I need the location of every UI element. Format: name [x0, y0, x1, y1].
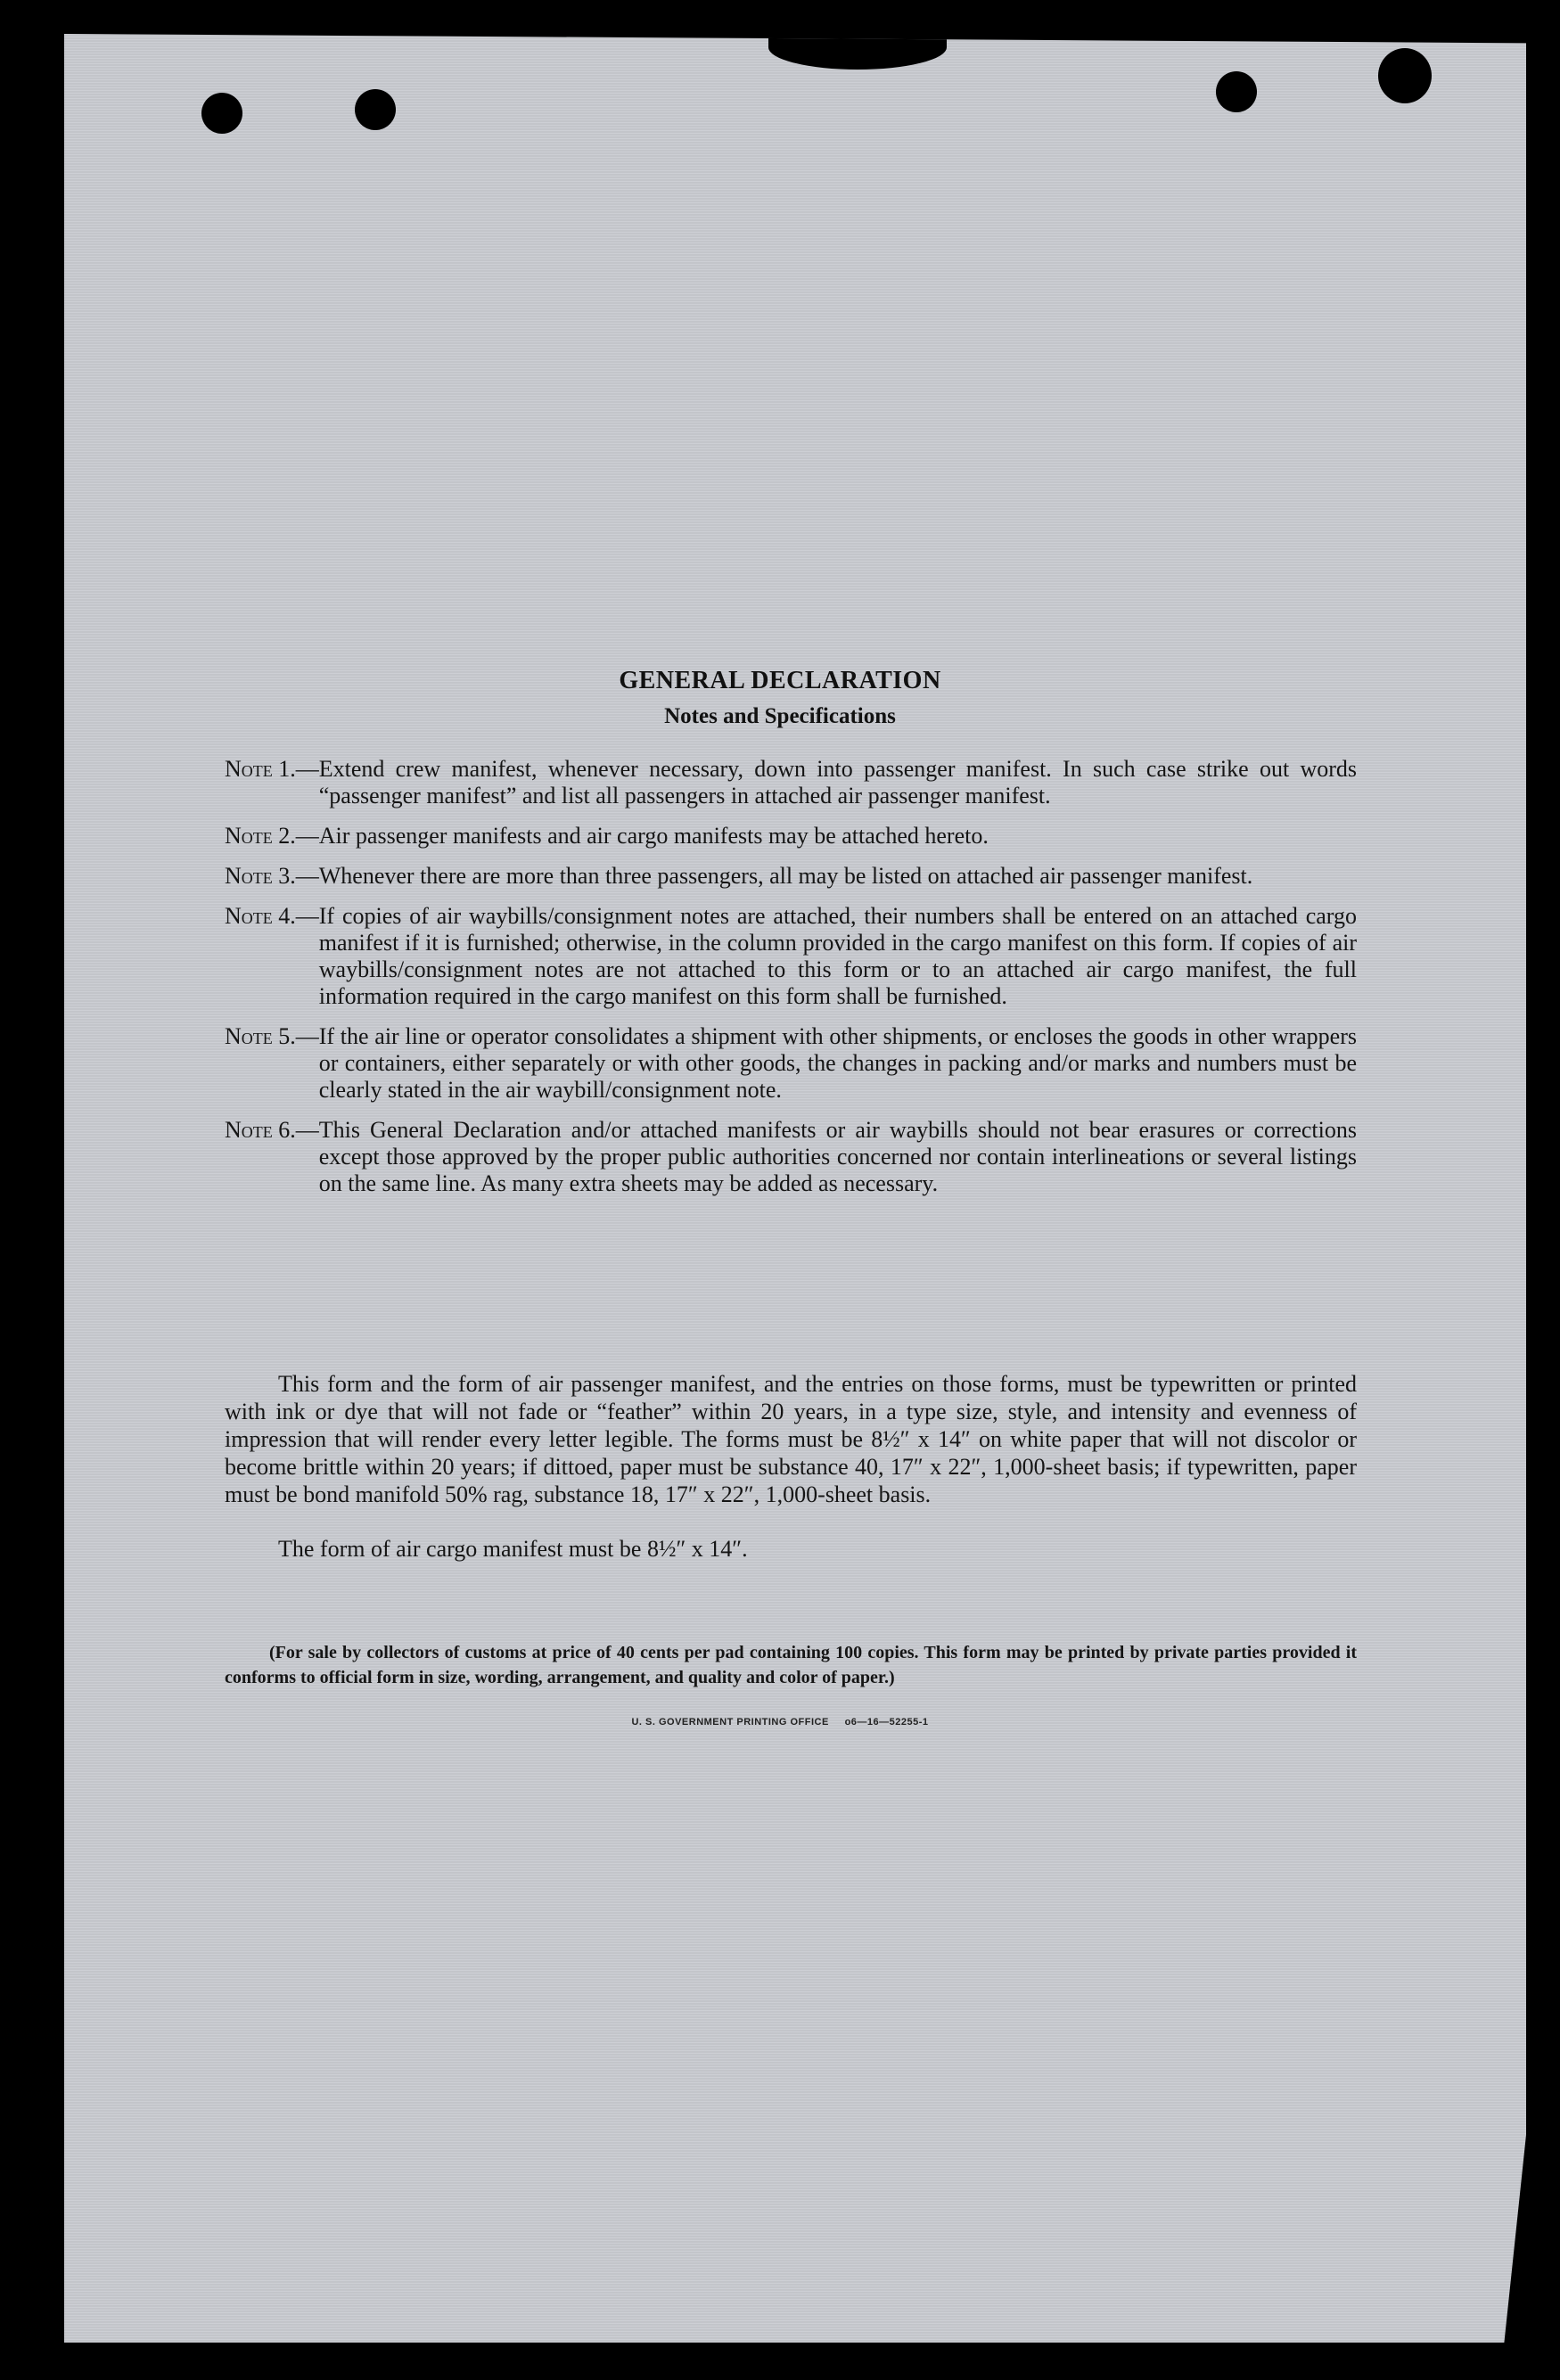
note-item: Note 1. — Extend crew manifest, whenever necessary, down into passenger manifest. In such case strike out words “passenger manifest” and list all passengers in attached air passenger manifest. [225, 756, 1357, 808]
note-label: Note 3. [225, 863, 296, 889]
note-label: Note 2. [225, 823, 296, 849]
notes-list [225, 756, 1357, 1211]
document-title: GENERAL DECLARATION [619, 667, 941, 694]
document-subtitle: Notes and Specifications [664, 704, 896, 728]
note-label: Note 1. [225, 756, 296, 782]
note-item: Note 5. — If the air line or operator consolidates a shipment with other shipments, or encloses the goods in other wrappers or containers, either separately or with other goods, the changes in packing and/or marks and numbers must be clearly stated in the air waybill/consignment note. [225, 1023, 1357, 1103]
note-item: Note 4. — If copies of air waybills/consignment notes are attached, their numbers shall be entered on an attached cargo manifest if it is furnished; otherwise, in the column provided in the cargo manifest on this form. If copies of air waybills/consignment notes are not attached to this form or to an attached air cargo manifest, the full information required in the cargo manifest on this form shall be furnished. [225, 903, 1357, 1009]
cargo-specification-paragraph: The form of air cargo manifest must be 8½″ x 14″. [278, 1536, 748, 1562]
note-item: Note 3. — Whenever there are more than three passengers, all may be listed on attached air passenger manifest. [225, 863, 1253, 889]
note-text: This General Declaration and/or attached manifests or air waybills should not bear erasures or corrections except those approved by the proper public authorities concerned nor contain interlineations or several listings on the same line. As many extra sheets may be added as necessary. [318, 1117, 1357, 1196]
torn-notch [768, 25, 947, 70]
punch-hole-right-2 [1378, 48, 1432, 103]
note-text: Air passenger manifests and air cargo manifests may be attached hereto. [318, 823, 989, 849]
form-specification-paragraph: This form and the form of air passenger manifest, and the entries on those forms, must be typewritten or printed with ink or dye that will not fade or “feather” within 20 years, in a type size, style, and intensity and evenness of impression that will render every letter legible. The forms must be 8½″ x 14″ on white paper that will not discolor or become brittle within 20 years; if dittoed, paper must be substance 40, 17″ x 22″, 1,000-sheet basis; if typewritten, paper must be bond manifold 50% rag, substance 18, 17″ x 22″, 1,000-sheet basis. [225, 1371, 1357, 1507]
note-text: Whenever there are more than three passengers, all may be listed on attached air passenger manifest. [318, 863, 1253, 889]
sale-notice: (For sale by collectors of customs at price of 40 cents per pad containing 100 copies. This form may be printed by private parties provided it conforms to official form in size, wording, arrangement, and quality and color of paper.) [225, 1643, 1357, 1687]
note-text: Extend crew manifest, whenever necessary, down into passenger manifest. In such case strike out words “passenger manifest” and list all passengers in attached air passenger manifest. [318, 756, 1357, 808]
punch-hole-right-1 [1216, 71, 1257, 112]
note-item: Note 6. — This General Declaration and/or attached manifests or air waybills should not bear erasures or corrections except those approved by the proper public authorities concerned nor contain interlineations or several listings on the same line. As many extra sheets may be added as necessary. [225, 1117, 1357, 1196]
note-text: If the air line or operator consolidates a shipment with other shipments, or encloses the goods in other wrappers or containers, either separately or with other goods, the changes in packing and/or marks and numbers must be clearly stated in the air waybill/consignment note. [318, 1023, 1357, 1103]
note-text: If copies of air waybills/consignment notes are attached, their numbers shall be entered on an attached cargo manifest if it is furnished; otherwise, in the column provided in the cargo manifest on this form. If copies of air waybills/consignment notes are not attached to this form or to an attached air cargo manifest, the full information required in the cargo manifest on this form shall be furnished. [318, 903, 1357, 1009]
punch-hole-left-2 [355, 89, 396, 130]
punch-hole-left-1 [201, 93, 242, 134]
note-label: Note 4. [225, 903, 296, 929]
note-label: Note 5. [225, 1023, 296, 1049]
note-label: Note 6. [225, 1117, 296, 1143]
note-item: Note 2. — Air passenger manifests and air cargo manifests may be attached hereto. [225, 823, 989, 849]
printer-line: U. S. GOVERNMENT PRINTING OFFICE o6—16—52255-1 [631, 1717, 929, 1728]
